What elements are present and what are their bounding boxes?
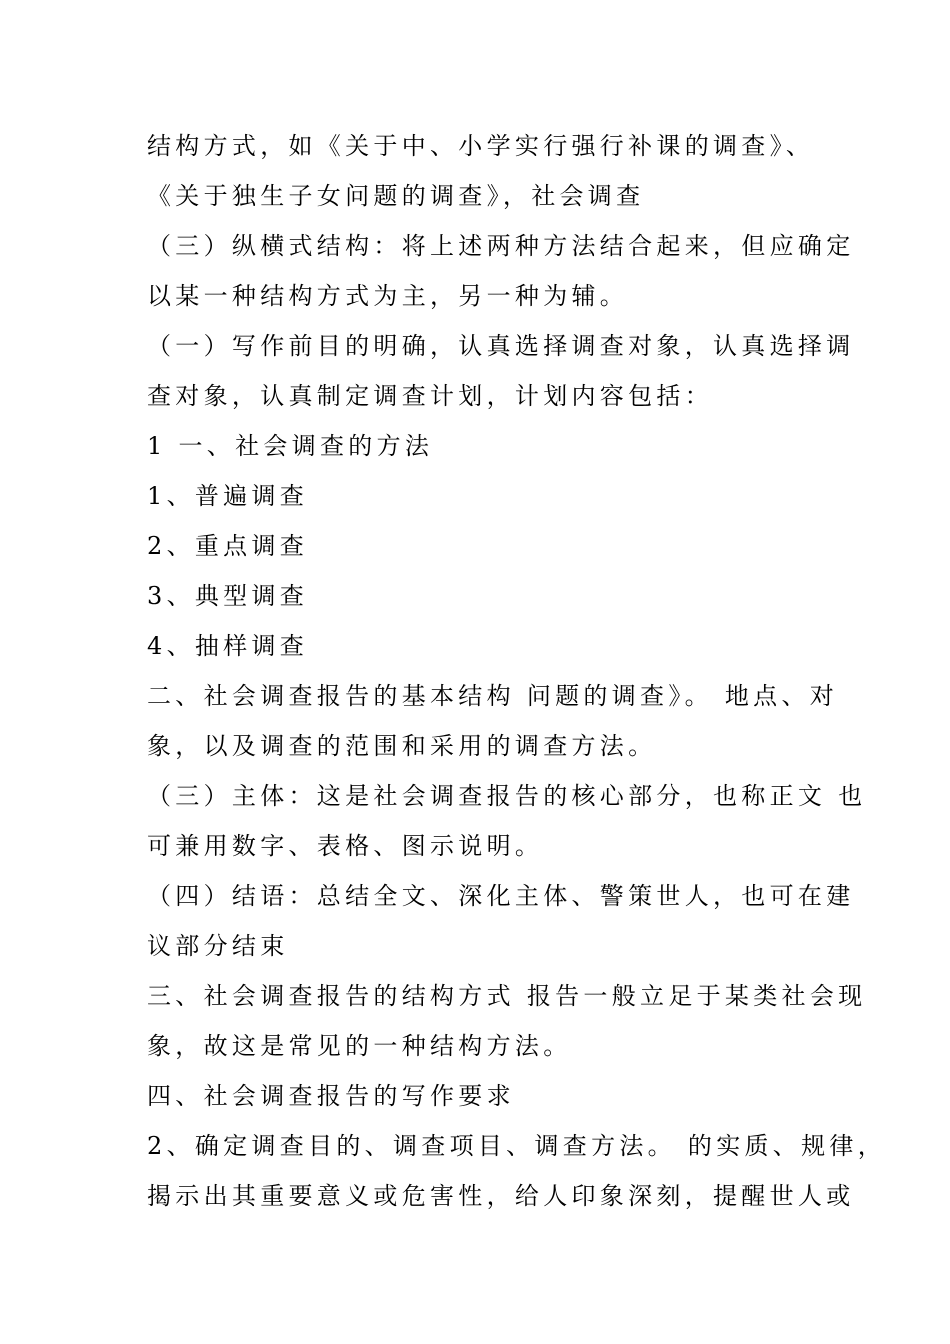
text-line: 4、抽样调查 [147, 632, 309, 660]
text-line: 查对象，认真制定调查计划，计划内容包括： [147, 382, 713, 410]
text-line: 1 一、社会调查的方法 [147, 432, 434, 460]
text-line: 结构方式，如《关于中、小学实行强行补课的调查》、 [147, 132, 815, 160]
text-line: 象，故这是常见的一种结构方法。 [147, 1032, 572, 1060]
text-line: 象，以及调查的范围和采用的调查方法。 [147, 732, 657, 760]
text-line: 四、社会调查报告的写作要求 [147, 1082, 515, 1110]
text-line: 二、社会调查报告的基本结构 问题的调查》。 地点、对 [147, 682, 839, 710]
text-line: 2、确定调查目的、调查项目、调查方法。 的实质、规律， [147, 1132, 886, 1160]
text-line: 议部分结束 [147, 932, 289, 960]
text-line: 可兼用数字、表格、图示说明。 [147, 832, 544, 860]
text-line: （三）主体：这是社会调查报告的核心部分，也称正文 也 [147, 782, 867, 810]
text-line: 揭示出其重要意义或危害性，给人印象深刻，提醒世人或 [147, 1182, 855, 1210]
text-line: 三、社会调查报告的结构方式 报告一般立足于某类社会现 [147, 982, 867, 1010]
text-line: （四）结语：总结全文、深化主体、警策世人，也可在建 [147, 882, 855, 910]
text-line: 2、重点调查 [147, 532, 309, 560]
text-line: （一）写作前目的明确，认真选择调查对象，认真选择调 [147, 332, 855, 360]
text-line: 《关于独生子女问题的调查》，社会调查 [147, 182, 645, 210]
text-line: 1、普遍调查 [147, 482, 309, 510]
text-line: （三）纵横式结构：将上述两种方法结合起来，但应确定 [147, 232, 855, 260]
text-line: 以某一种结构方式为主，另一种为辅。 [147, 282, 629, 310]
text-line: 3、典型调查 [147, 582, 309, 610]
document-body [147, 128, 886, 1228]
